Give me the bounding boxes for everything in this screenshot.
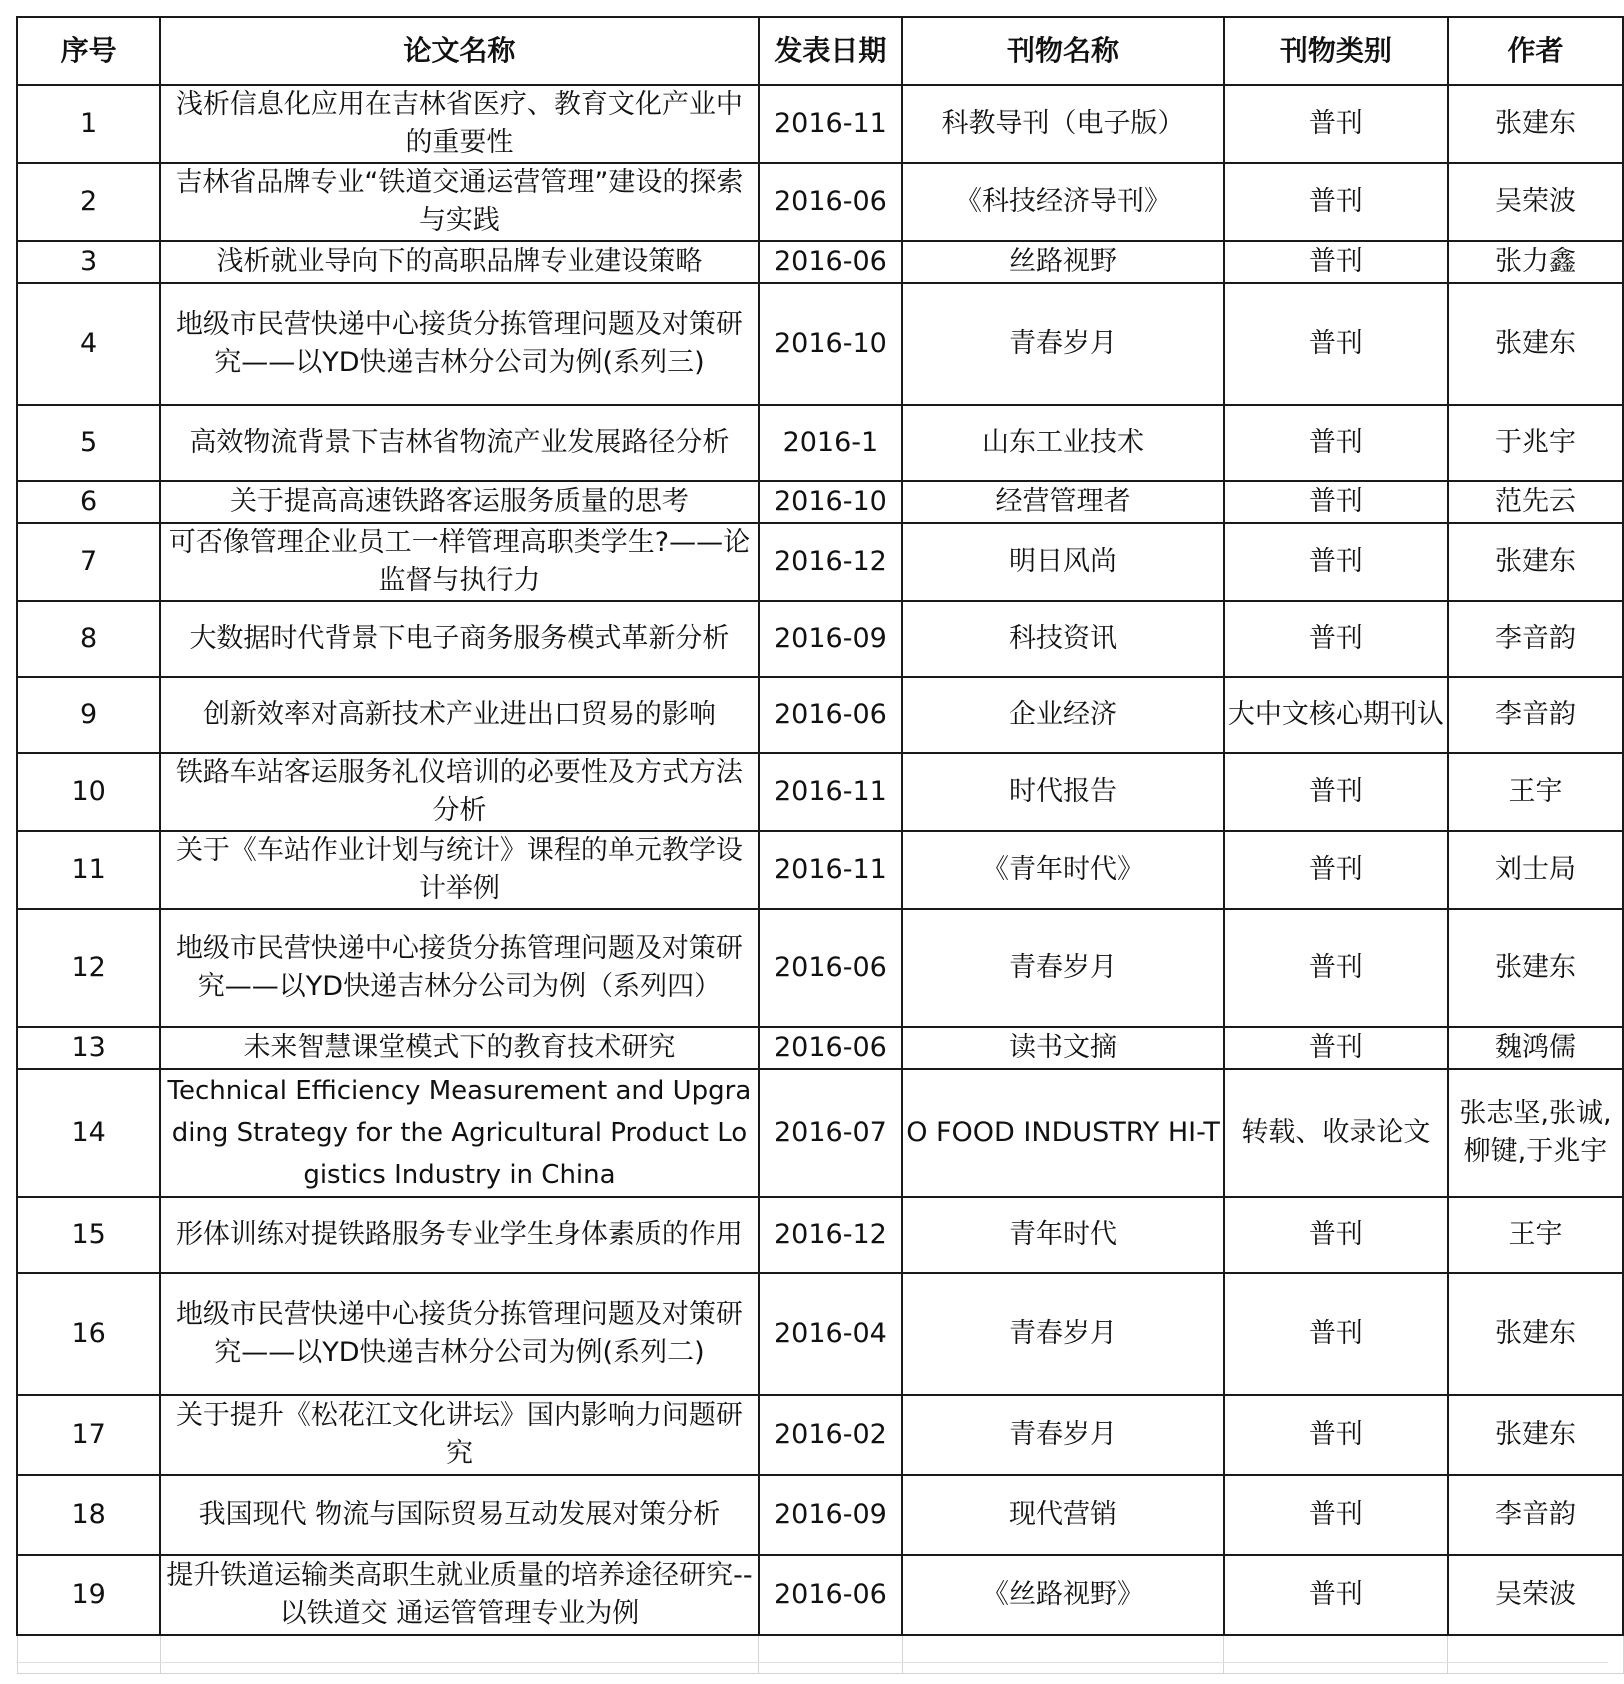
cell-category[interactable]: 普刊 — [1224, 831, 1448, 909]
cell-author[interactable]: 李音韵 — [1448, 601, 1623, 677]
cell-journal[interactable]: 现代营销 — [902, 1475, 1224, 1555]
cell-category[interactable]: 普刊 — [1224, 1027, 1448, 1069]
cell-category[interactable]: 普刊 — [1224, 241, 1448, 283]
cell-journal[interactable]: 《科技经济导刊》 — [902, 163, 1224, 241]
cell-title[interactable]: 关于提高高速铁路客运服务质量的思考 — [160, 481, 758, 523]
cell-date[interactable]: 2016-06 — [759, 1555, 903, 1635]
cell-journal[interactable]: 青春岁月 — [902, 909, 1224, 1027]
cell-journal[interactable]: 丝路视野 — [902, 241, 1224, 283]
cell-author[interactable]: 王宇 — [1448, 753, 1623, 831]
cell-index[interactable]: 5 — [17, 405, 160, 481]
cell-index[interactable]: 7 — [17, 523, 160, 601]
cell-index[interactable]: 2 — [17, 163, 160, 241]
header-cell-journal[interactable]: 刊物名称 — [902, 17, 1224, 85]
table-row — [17, 1069, 1623, 1197]
cell-title[interactable]: 关于提升《松花江文化讲坛》国内影响力问题研究 — [160, 1395, 758, 1475]
cell-date[interactable]: 2016-11 — [759, 85, 903, 163]
table-row — [17, 283, 1623, 405]
empty-cell[interactable] — [759, 1635, 903, 1673]
cell-date[interactable]: 2016-10 — [759, 283, 903, 405]
table-row — [17, 601, 1623, 677]
cell-date[interactable]: 2016-06 — [759, 677, 903, 753]
cell-category[interactable]: 普刊 — [1224, 1197, 1448, 1273]
cell-category[interactable]: 普刊 — [1224, 1555, 1448, 1635]
cell-title[interactable]: 铁路车站客运服务礼仪培训的必要性及方式方法分析 — [160, 753, 758, 831]
cell-date[interactable]: 2016-09 — [759, 601, 903, 677]
cell-journal[interactable]: 时代报告 — [902, 753, 1224, 831]
empty-cell[interactable] — [17, 1635, 160, 1673]
cell-category[interactable]: 普刊 — [1224, 405, 1448, 481]
table-body — [17, 85, 1623, 1673]
cell-author[interactable]: 李音韵 — [1448, 677, 1623, 753]
cell-journal[interactable]: 山东工业技术 — [902, 405, 1224, 481]
cell-author[interactable]: 张建东 — [1448, 85, 1623, 163]
cell-journal[interactable]: 读书文摘 — [902, 1027, 1224, 1069]
cell-date[interactable]: 2016-04 — [759, 1273, 903, 1395]
cell-author[interactable]: 吴荣波 — [1448, 163, 1623, 241]
cell-journal[interactable]: 青春岁月 — [902, 1395, 1224, 1475]
table-row — [17, 1273, 1623, 1395]
header-cell-title[interactable]: 论文名称 — [160, 17, 758, 85]
cell-title[interactable]: 吉林省品牌专业“铁道交通运营管理”建设的探索与实践 — [160, 163, 758, 241]
cell-date[interactable]: 2016-11 — [759, 753, 903, 831]
cell-author[interactable]: 王宇 — [1448, 1197, 1623, 1273]
cell-title[interactable]: 浅析就业导向下的高职品牌专业建设策略 — [160, 241, 758, 283]
table-row — [17, 831, 1623, 909]
cell-journal[interactable]: 经营管理者 — [902, 481, 1224, 523]
cell-index[interactable]: 16 — [17, 1273, 160, 1395]
cell-date[interactable]: 2016-10 — [759, 481, 903, 523]
cell-index[interactable]: 3 — [17, 241, 160, 283]
cell-category[interactable]: 普刊 — [1224, 601, 1448, 677]
cell-index[interactable]: 17 — [17, 1395, 160, 1475]
cell-title[interactable]: 未来智慧课堂模式下的教育技术研究 — [160, 1027, 758, 1069]
cell-category[interactable]: 普刊 — [1224, 481, 1448, 523]
table-row — [17, 909, 1623, 1027]
cell-date[interactable]: 2016-06 — [759, 241, 903, 283]
cell-journal[interactable]: 科教导刊（电子版） — [902, 85, 1224, 163]
grid-line — [16, 1662, 1608, 1663]
cell-title[interactable]: 高效物流背景下吉林省物流产业发展路径分析 — [160, 405, 758, 481]
cell-index[interactable]: 18 — [17, 1475, 160, 1555]
table-row — [17, 753, 1623, 831]
empty-cell[interactable] — [160, 1635, 758, 1673]
cell-category[interactable]: 普刊 — [1224, 85, 1448, 163]
cell-category[interactable]: 普刊 — [1224, 1475, 1448, 1555]
empty-cell[interactable] — [1448, 1635, 1623, 1673]
cell-category[interactable]: 大中文核心期刊认 — [1224, 677, 1448, 753]
cell-date[interactable]: 2016-06 — [759, 909, 903, 1027]
cell-author[interactable]: 于兆宇 — [1448, 405, 1623, 481]
cell-date[interactable]: 2016-06 — [759, 1027, 903, 1069]
papers-table — [16, 16, 1624, 1674]
header-cell-category[interactable]: 刊物类别 — [1224, 17, 1448, 85]
cell-title[interactable]: 大数据时代背景下电子商务服务模式革新分析 — [160, 601, 758, 677]
cell-date[interactable]: 2016-12 — [759, 523, 903, 601]
table-row — [17, 1555, 1623, 1635]
cell-author[interactable]: 张建东 — [1448, 909, 1623, 1027]
cell-category[interactable]: 转载、收录论文 — [1224, 1069, 1448, 1197]
cell-journal[interactable]: 青春岁月 — [902, 283, 1224, 405]
cell-title[interactable]: Technical Efficiency Measurement and Upgrading Strategy for the Agricultural Product Logistics Industry in China — [160, 1069, 758, 1197]
cell-author[interactable]: 魏鸿儒 — [1448, 1027, 1623, 1069]
cell-author[interactable]: 张建东 — [1448, 1273, 1623, 1395]
cell-category[interactable]: 普刊 — [1224, 163, 1448, 241]
cell-author[interactable]: 李音韵 — [1448, 1475, 1623, 1555]
cell-index[interactable]: 6 — [17, 481, 160, 523]
cell-date[interactable]: 2016-07 — [759, 1069, 903, 1197]
cell-date[interactable]: 2016-02 — [759, 1395, 903, 1475]
cell-category[interactable]: 普刊 — [1224, 1395, 1448, 1475]
cell-author[interactable]: 张建东 — [1448, 523, 1623, 601]
table-row — [17, 1197, 1623, 1273]
cell-title[interactable]: 我国现代 物流与国际贸易互动发展对策分析 — [160, 1475, 758, 1555]
cell-index[interactable]: 12 — [17, 909, 160, 1027]
cell-journal[interactable]: 《丝路视野》 — [902, 1555, 1224, 1635]
header-cell-author[interactable]: 作者 — [1448, 17, 1623, 85]
cell-author[interactable]: 张建东 — [1448, 283, 1623, 405]
cell-date[interactable]: 2016-09 — [759, 1475, 903, 1555]
cell-index[interactable]: 11 — [17, 831, 160, 909]
cell-index[interactable]: 15 — [17, 1197, 160, 1273]
cell-author[interactable]: 刘士局 — [1448, 831, 1623, 909]
cell-author[interactable]: 吴荣波 — [1448, 1555, 1623, 1635]
cell-date[interactable]: 2016-11 — [759, 831, 903, 909]
cell-title[interactable]: 可否像管理企业员工一样管理高职类学生?——论监督与执行力 — [160, 523, 758, 601]
table-row — [17, 523, 1623, 601]
cell-category[interactable]: 普刊 — [1224, 283, 1448, 405]
cell-date[interactable]: 2016-06 — [759, 163, 903, 241]
table-row — [17, 163, 1623, 241]
cell-title[interactable]: 浅析信息化应用在吉林省医疗、教育文化产业中的重要性 — [160, 85, 758, 163]
cell-journal[interactable]: 科技资讯 — [902, 601, 1224, 677]
empty-cell[interactable] — [1224, 1635, 1448, 1673]
cell-author[interactable]: 张力鑫 — [1448, 241, 1623, 283]
table-row — [17, 405, 1623, 481]
table-row — [17, 1395, 1623, 1475]
cell-journal[interactable]: 明日风尚 — [902, 523, 1224, 601]
cell-title[interactable]: 地级市民营快递中心接货分拣管理问题及对策研究——以YD快递吉林分公司为例(系列二) — [160, 1273, 758, 1395]
cell-index[interactable]: 9 — [17, 677, 160, 753]
cell-index[interactable]: 4 — [17, 283, 160, 405]
table-row — [17, 241, 1623, 283]
cell-category[interactable]: 普刊 — [1224, 753, 1448, 831]
cell-author[interactable]: 张建东 — [1448, 1395, 1623, 1475]
cell-category[interactable]: 普刊 — [1224, 523, 1448, 601]
cell-index[interactable]: 10 — [17, 753, 160, 831]
header-cell-date[interactable]: 发表日期 — [759, 17, 903, 85]
cell-index[interactable]: 19 — [17, 1555, 160, 1635]
cell-author[interactable]: 张志坚,张诚,柳键,于兆宇 — [1448, 1069, 1623, 1197]
cell-journal[interactable]: 企业经济 — [902, 677, 1224, 753]
table-row — [17, 85, 1623, 163]
header-cell-index[interactable]: 序号 — [17, 17, 160, 85]
cell-index[interactable]: 1 — [17, 85, 160, 163]
empty-row — [17, 1635, 1623, 1673]
cell-title[interactable]: 地级市民营快递中心接货分拣管理问题及对策研究——以YD快递吉林分公司为例（系列四） — [160, 909, 758, 1027]
cell-index[interactable]: 14 — [17, 1069, 160, 1197]
cell-journal[interactable]: 青年时代 — [902, 1197, 1224, 1273]
cell-title[interactable]: 形体训练对提铁路服务专业学生身体素质的作用 — [160, 1197, 758, 1273]
cell-category[interactable]: 普刊 — [1224, 1273, 1448, 1395]
table-row — [17, 1027, 1623, 1069]
cell-journal[interactable]: 《青年时代》 — [902, 831, 1224, 909]
cell-title[interactable]: 创新效率对高新技术产业进出口贸易的影响 — [160, 677, 758, 753]
cell-date[interactable]: 2016-1 — [759, 405, 903, 481]
cell-journal[interactable]: O FOOD INDUSTRY HI-T — [902, 1069, 1224, 1197]
cell-title[interactable]: 关于《车站作业计划与统计》课程的单元教学设计举例 — [160, 831, 758, 909]
cell-author[interactable]: 范先云 — [1448, 481, 1623, 523]
cell-index[interactable]: 13 — [17, 1027, 160, 1069]
cell-category[interactable]: 普刊 — [1224, 909, 1448, 1027]
cell-title[interactable]: 地级市民营快递中心接货分拣管理问题及对策研究——以YD快递吉林分公司为例(系列三) — [160, 283, 758, 405]
cell-title[interactable]: 提升铁道运输类高职生就业质量的培养途径研究--以铁道交 通运管管理专业为例 — [160, 1555, 758, 1635]
table-row — [17, 481, 1623, 523]
header-row — [17, 17, 1623, 85]
empty-cell[interactable] — [902, 1635, 1224, 1673]
cell-date[interactable]: 2016-12 — [759, 1197, 903, 1273]
table-row — [17, 677, 1623, 753]
table-row — [17, 1475, 1623, 1555]
cell-index[interactable]: 8 — [17, 601, 160, 677]
cell-journal[interactable]: 青春岁月 — [902, 1273, 1224, 1395]
